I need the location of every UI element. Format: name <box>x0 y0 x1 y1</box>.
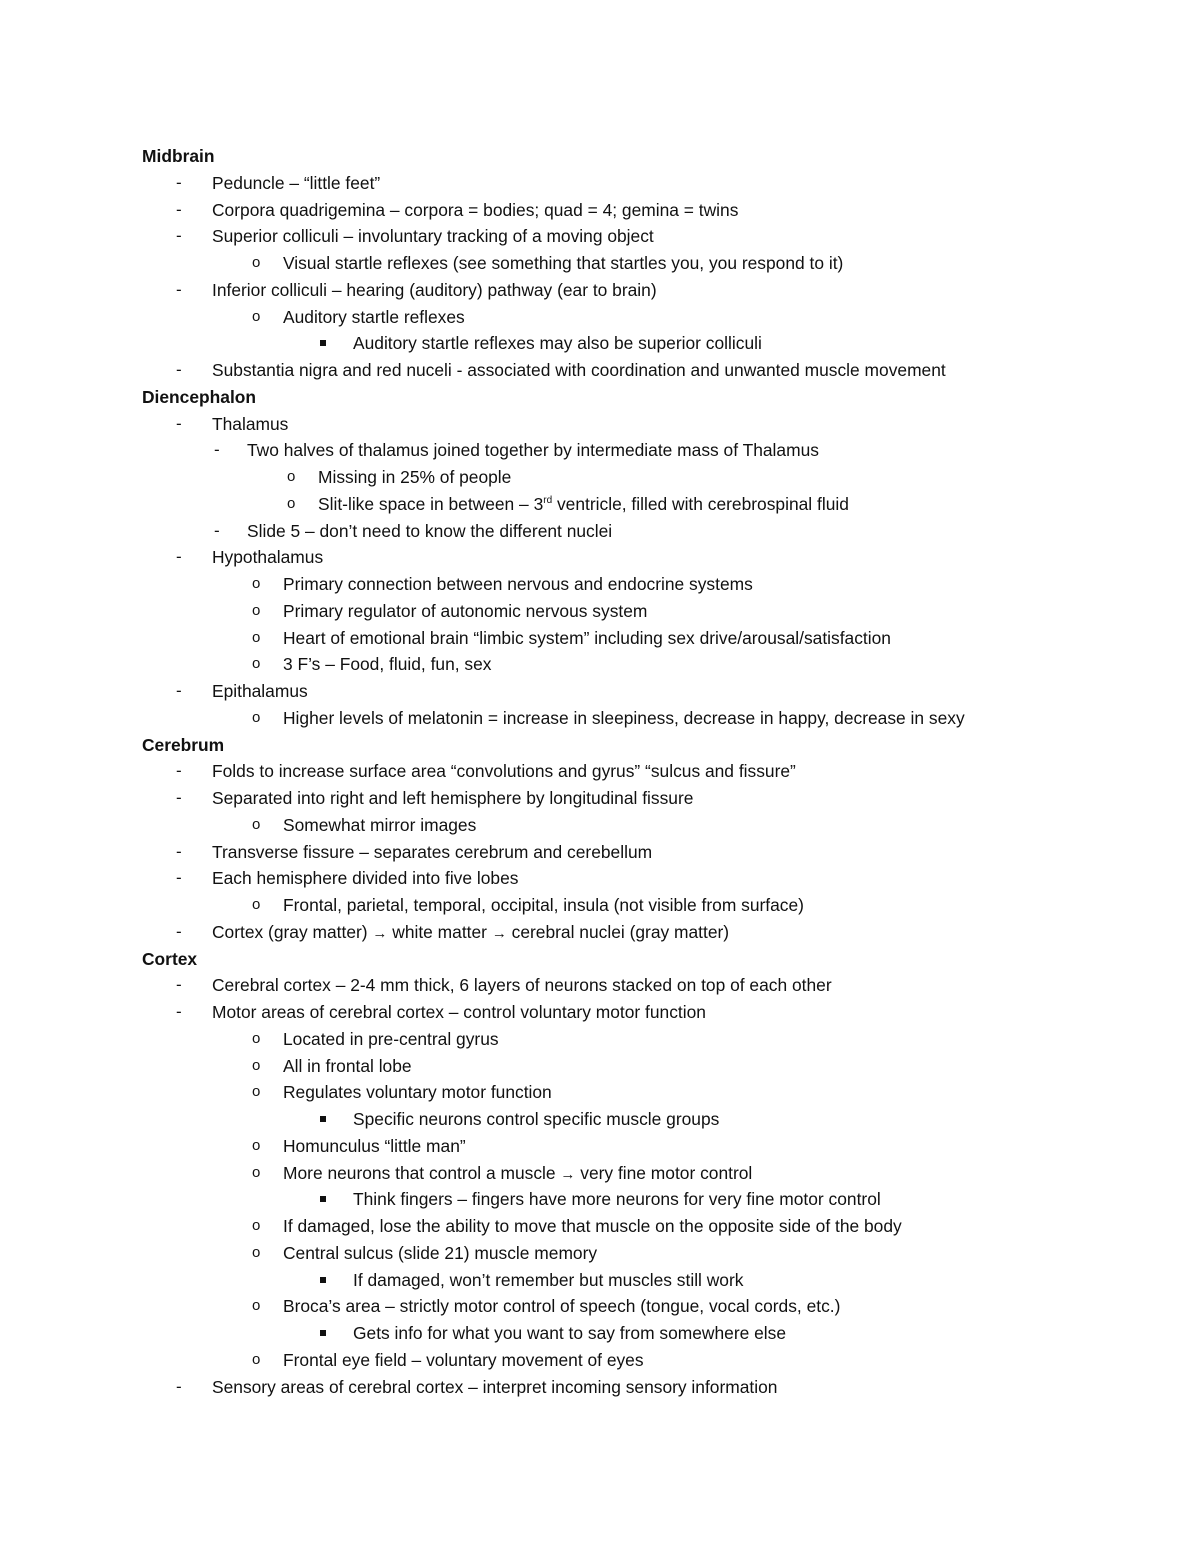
dash-bullet: - <box>176 921 182 941</box>
list-item-text: Cerebral cortex – 2-4 mm thick, 6 layers of neurons stacked on top of each other <box>212 975 832 996</box>
dash-bullet: - <box>176 868 182 888</box>
list-item-text: Located in pre-central gyrus <box>283 1028 499 1049</box>
dash-bullet: - <box>176 681 182 700</box>
list-item <box>142 865 1142 892</box>
right-arrow-icon: → <box>372 924 388 942</box>
list-item <box>142 1026 1142 1053</box>
dash-bullet: - <box>176 172 182 192</box>
list-item-text: Gets info for what you want to say from somewhere else <box>353 1323 787 1343</box>
list-item-text: Missing in 25% of people <box>318 467 512 487</box>
circle-bullet: o <box>287 468 296 485</box>
circle-bullet: o <box>252 307 261 325</box>
text-segment: Cortex (gray matter) <box>212 921 373 942</box>
list-item <box>142 1106 1142 1133</box>
list-item-text: Primary connection between nervous and endocrine systems <box>283 574 753 594</box>
list-item-text: Substantia nigra and red nuceli - associated with coordination and unwanted muscle movement <box>212 360 946 380</box>
list-item-text: Hypothalamus <box>212 547 324 568</box>
list-item-text: Homunculus “little man” <box>283 1135 466 1156</box>
circle-bullet: o <box>252 1029 261 1047</box>
list-item <box>142 598 1142 625</box>
section-heading: Midbrain <box>142 146 215 166</box>
list-item-text: Sensory areas of cerebral cortex – interpret incoming sensory information <box>212 1376 778 1397</box>
list-item-text <box>212 919 729 948</box>
ordinal-suffix: rd <box>543 494 553 506</box>
circle-bullet: o <box>252 1136 261 1154</box>
list-item-text: Auditory startle reflexes <box>283 306 465 327</box>
dash-bullet: - <box>214 520 220 540</box>
list-item-text: Each hemisphere divided into five lobes <box>212 868 519 889</box>
square-bullet <box>320 1116 326 1122</box>
circle-bullet: o <box>252 254 261 271</box>
list-item <box>142 197 1142 224</box>
list-item-text <box>318 491 849 518</box>
dash-bullet: - <box>176 788 182 807</box>
circle-bullet: o <box>252 1243 261 1261</box>
list-item-text: If damaged, won’t remember but muscles still work <box>353 1269 744 1290</box>
list-item-text: Motor areas of cerebral cortex – control voluntary motor function <box>212 1002 706 1022</box>
list-item <box>142 705 1142 732</box>
list-item-text: Auditory startle reflexes may also be superior colliculi <box>353 333 762 354</box>
dash-bullet: - <box>176 975 182 995</box>
document-body <box>142 143 1142 1400</box>
list-item <box>142 250 1142 277</box>
dash-bullet: - <box>176 413 182 433</box>
list-item <box>142 1213 1142 1240</box>
list-item-text: Inferior colliculi – hearing (auditory) pathway (ear to brain) <box>212 279 657 300</box>
list-item <box>142 839 1142 866</box>
right-arrow-icon: → <box>491 924 507 942</box>
square-bullet <box>320 340 326 346</box>
dash-bullet: - <box>176 226 182 246</box>
list-item-text <box>283 1160 752 1189</box>
dash-bullet: - <box>176 761 182 781</box>
list-item <box>142 1267 1142 1294</box>
circle-bullet: o <box>252 575 261 592</box>
list-item <box>142 1160 1142 1187</box>
list-item <box>142 464 1142 491</box>
list-item-text: Slide 5 – don’t need to know the different nuclei <box>247 520 613 541</box>
list-item <box>142 170 1142 197</box>
list-item-text: Broca’s area – strictly motor control of speech (tongue, vocal cords, etc.) <box>283 1296 841 1317</box>
list-item <box>142 1320 1142 1347</box>
list-item-text: Frontal, parietal, temporal, occipital, insula (not visible from surface) <box>283 895 804 915</box>
list-item-text: Primary regulator of autonomic nervous system <box>283 600 648 621</box>
list-item <box>142 625 1142 652</box>
list-item <box>142 411 1142 438</box>
list-item-text: Epithalamus <box>212 681 308 701</box>
list-item <box>142 999 1142 1026</box>
circle-bullet: o <box>252 1083 261 1101</box>
circle-bullet: o <box>252 628 261 646</box>
circle-bullet: o <box>252 601 261 619</box>
list-item-text: Higher levels of melatonin = increase in sleepiness, decrease in happy, decrease in sexy <box>283 707 965 728</box>
list-item-text: Separated into right and left hemisphere by longitudinal fissure <box>212 788 694 808</box>
list-item <box>142 491 1142 518</box>
list-item <box>142 812 1142 839</box>
text-segment: More neurons that control a muscle <box>283 1162 561 1183</box>
list-item-text: Superior colliculi – involuntary tracking of a moving object <box>212 226 654 247</box>
list-item <box>142 304 1142 331</box>
list-item-text: Frontal eye field – voluntary movement of eyes <box>283 1349 644 1370</box>
list-item <box>142 518 1142 545</box>
list-item-text: Corpora quadrigemina – corpora = bodies; quad = 4; gemina = twins <box>212 199 739 220</box>
list-item <box>142 758 1142 785</box>
list-item-text: Regulates voluntary motor function <box>283 1082 552 1103</box>
dash-bullet: - <box>176 1376 182 1396</box>
text-segment: Slit-like space in between – 3 <box>318 493 544 514</box>
list-item <box>142 1133 1142 1160</box>
list-item-text: Thalamus <box>212 413 289 434</box>
list-item <box>142 972 1142 999</box>
circle-bullet: o <box>252 815 261 833</box>
list-item-text: Transverse fissure – separates cerebrum and cerebellum <box>212 841 653 862</box>
dash-bullet: - <box>176 199 182 219</box>
dash-bullet: - <box>176 547 182 567</box>
list-item <box>142 892 1142 919</box>
square-bullet <box>320 1330 326 1336</box>
section-heading: Diencephalon <box>142 386 257 407</box>
text-segment: white matter <box>387 921 492 942</box>
dash-bullet: - <box>176 841 182 861</box>
list-item <box>142 785 1142 812</box>
list-item <box>142 437 1142 464</box>
list-item <box>142 1186 1142 1213</box>
list-item-text: If damaged, lose the ability to move that muscle on the opposite side of the body <box>283 1216 902 1236</box>
list-item-text: Think fingers – fingers have more neurons for very fine motor control <box>353 1189 881 1210</box>
list-item <box>142 919 1142 946</box>
list-item <box>142 651 1142 678</box>
dash-bullet: - <box>176 279 182 299</box>
circle-bullet: o <box>252 896 261 913</box>
list-item-text: Somewhat mirror images <box>283 814 477 835</box>
list-item-text: Specific neurons control specific muscle groups <box>353 1109 720 1129</box>
list-item <box>142 1293 1142 1320</box>
list-item-text: Visual startle reflexes (see something that startles you, you respond to it) <box>283 253 844 273</box>
dash-bullet: - <box>176 1002 182 1021</box>
list-item-text: 3 F’s – Food, fluid, fun, sex <box>283 654 492 675</box>
list-item-text: Two halves of thalamus joined together by intermediate mass of Thalamus <box>247 440 819 461</box>
dash-bullet: - <box>214 440 220 460</box>
list-item <box>142 544 1142 571</box>
square-bullet <box>320 1196 326 1202</box>
list-item <box>142 277 1142 304</box>
list-item-text: Heart of emotional brain “limbic system” including sex drive/arousal/satisfaction <box>283 627 891 648</box>
list-item <box>142 1079 1142 1106</box>
circle-bullet: o <box>252 708 261 726</box>
right-arrow-icon: → <box>560 1165 576 1183</box>
list-item <box>142 1240 1142 1267</box>
list-item <box>142 1347 1142 1374</box>
circle-bullet: o <box>287 494 296 512</box>
circle-bullet: o <box>252 655 261 673</box>
list-item <box>142 678 1142 705</box>
text-segment: cerebral nuclei (gray matter) <box>506 921 730 942</box>
list-item <box>142 330 1142 357</box>
dash-bullet: - <box>176 360 182 379</box>
list-item-text: All in frontal lobe <box>283 1055 412 1076</box>
section-heading: Cerebrum <box>142 734 225 755</box>
square-bullet <box>320 1277 326 1283</box>
section-heading: Cortex <box>142 948 198 969</box>
list-item <box>142 223 1142 250</box>
list-item-text: Peduncle – “little feet” <box>212 172 381 193</box>
circle-bullet: o <box>252 1163 261 1181</box>
list-item <box>142 1374 1142 1401</box>
list-item <box>142 357 1142 384</box>
text-segment: very fine motor control <box>575 1162 753 1183</box>
list-item <box>142 1053 1142 1080</box>
list-item <box>142 571 1142 598</box>
list-item-text: Folds to increase surface area “convolutions and gyrus” “sulcus and fissure” <box>212 761 796 782</box>
list-item-text: Central sulcus (slide 21) muscle memory <box>283 1242 598 1263</box>
circle-bullet: o <box>252 1297 261 1315</box>
circle-bullet: o <box>252 1217 261 1234</box>
circle-bullet: o <box>252 1056 261 1074</box>
text-segment: ventricle, filled with cerebrospinal fluid <box>552 493 849 514</box>
circle-bullet: o <box>252 1350 261 1368</box>
